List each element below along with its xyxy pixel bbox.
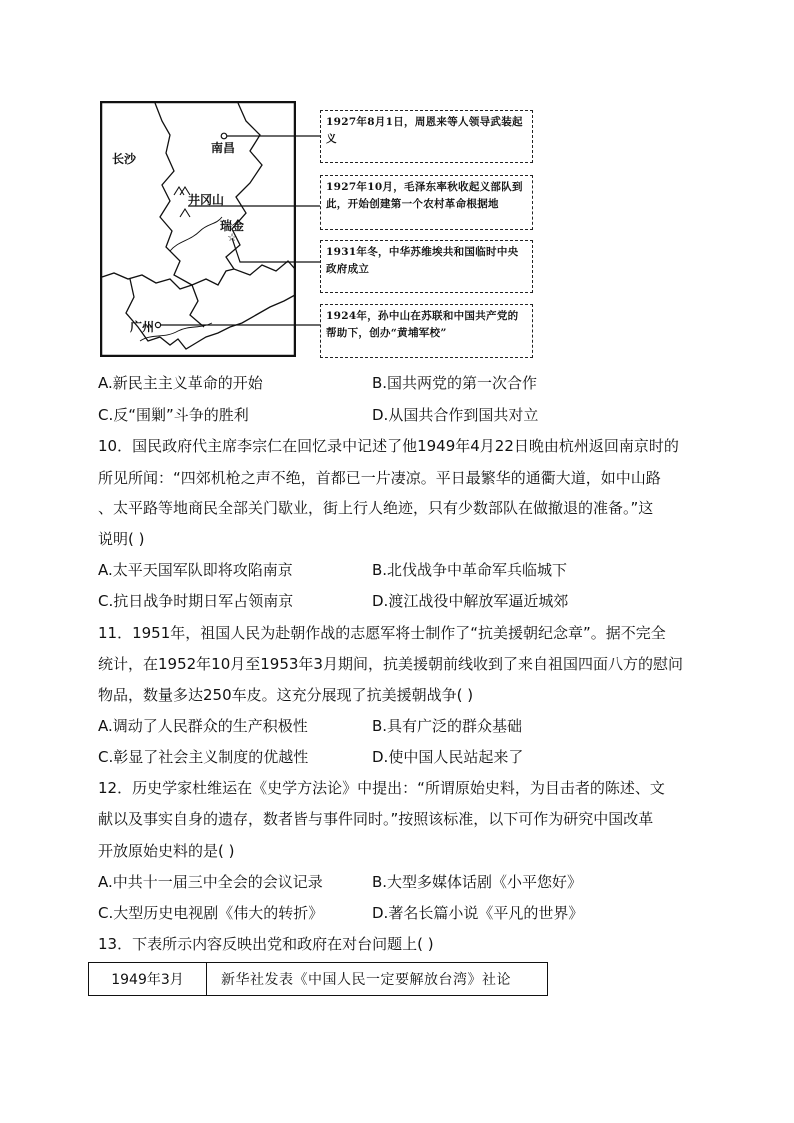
q10-stem-line-2: 所见所闻：“四郊机枪之声不绝，首都已一片凄凉。平日最繁华的通衢大道，如中山路 (98, 469, 661, 487)
q10-stem-line-3: 、太平路等地商民全部关门歇业，街上行人绝迹，只有少数部队在做撤退的准备。”这 (98, 499, 654, 517)
q12-option-a[interactable]: A.中共十一届三中全会的会议记录 (98, 873, 323, 891)
q10-option-b[interactable]: B.北伐战争中革命军兵临城下 (372, 561, 568, 579)
q9-option-d[interactable]: D.从国共合作到国共对立 (372, 406, 539, 424)
q10-stem-line-1: 10．国民政府代主席李宗仁在回忆录中记述了他1949年4月22日晚由杭州返回南京时的 (98, 437, 679, 455)
q9-option-c[interactable]: C.反“围剿”斗争的胜利 (98, 406, 249, 424)
place-guangzhou: 广州 (130, 320, 155, 334)
q10-stem-line-4: 说明( ) (98, 530, 145, 548)
q12-stem-line-3: 开放原始史料的是( ) (98, 842, 235, 860)
place-jinggangshan: 井冈山 (188, 193, 225, 207)
q11-stem-line-3: 物品，数量多达250车皮。这充分展现了抗美援朝战争( ) (98, 686, 474, 704)
q12-option-c[interactable]: C.大型历史电视剧《伟大的转折》 (98, 904, 324, 922)
q13-stem: 13．下表所示内容反映出党和政府在对台问题上( ) (98, 935, 434, 953)
table-cell-event: 新华社发表《中国人民一定要解放台湾》社论 (221, 972, 511, 988)
note-jinggangshan-base: 1927年10月，毛泽东率秋收起义部队到此，开始创建第一个农村革命根据地 (320, 175, 533, 230)
svg-text:☆: ☆ (227, 231, 237, 244)
q11-option-a[interactable]: A.调动了人民群众的生产积极性 (98, 717, 308, 735)
table-cell-date: 1949年3月 (89, 963, 207, 995)
q12-option-b[interactable]: B.大型多媒体话剧《小平您好》 (372, 873, 583, 891)
q9-option-b[interactable]: B.国共两党的第一次合作 (372, 374, 538, 392)
q11-stem-line-1: 11．1951年，祖国人民为赴朝作战的志愿军将士制作了“抗美援朝纪念章”。据不完全 (98, 624, 666, 642)
q12-stem-line-2: 献以及事实自身的遗存，数者皆与事件同时。”按照该标准，以下可作为研究中国改革 (98, 810, 654, 828)
q10-option-a[interactable]: A.太平天国军队即将攻陷南京 (98, 561, 293, 579)
note-soviet-government: 1931年冬，中华苏维埃共和国临时中央政府成立 (320, 240, 533, 293)
place-nanchang: 南昌 (211, 141, 236, 155)
note-nanchang-uprising: 1927年8月1日，周恩来等人领导武装起义 (320, 110, 533, 163)
q9-option-a[interactable]: A.新民主主义革命的开始 (98, 374, 263, 392)
place-changsha: 长沙 (112, 152, 137, 166)
q12-option-d[interactable]: D.著名长篇小说《平凡的世界》 (372, 904, 584, 922)
q13-table (88, 962, 548, 996)
q10-option-d[interactable]: D.渡江战役中解放军逼近城郊 (372, 592, 569, 610)
note-whampoa-academy: 1924年，孙中山在苏联和中国共产党的帮助下，创办“黄埔军校” (320, 304, 533, 358)
q12-stem-line-1: 12．历史学家杜维运在《史学方法论》中提出：“所谓原始史料，为目击者的陈述、文 (98, 779, 665, 797)
q10-option-c[interactable]: C.抗日战争时期日军占领南京 (98, 592, 294, 610)
q11-stem-line-2: 统计，在1952年10月至1953年3月期间，抗美援朝前线收到了来自祖国四面八方的慰问 (98, 655, 683, 673)
q11-option-c[interactable]: C.彰显了社会主义制度的优越性 (98, 748, 309, 766)
q11-option-d[interactable]: D.使中国人民站起来了 (372, 748, 524, 766)
place-ruijin: 瑞金 (220, 219, 245, 233)
q11-option-b[interactable]: B.具有广泛的群众基础 (372, 717, 523, 735)
